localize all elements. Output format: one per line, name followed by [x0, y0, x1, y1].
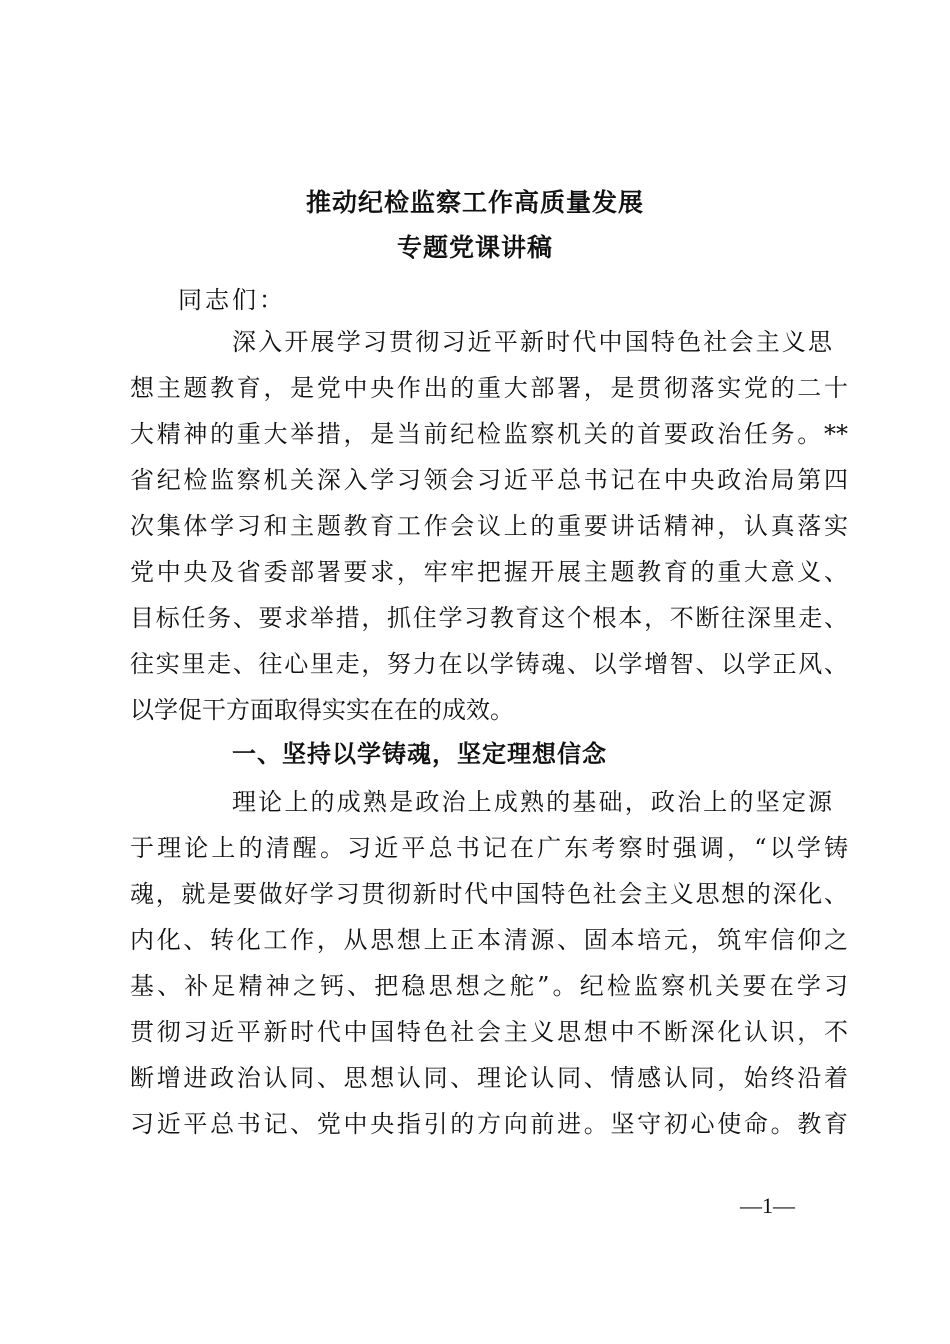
paragraph-line: 习近平总书记、党中央指引的方向前进。坚守初心使命。教育	[130, 1110, 848, 1138]
paragraph-line: 于理论上的清醒。习近平总书记在广东考察时强调，“以学铸	[130, 834, 848, 862]
paragraph-line: 基、补足精神之钙、把稳思想之舵”。纪检监察机关要在学习	[130, 972, 848, 1000]
paragraph-line: 往实里走、往心里走，努力在以学铸魂、以学增智、以学正风、	[130, 650, 848, 678]
paragraph-line: 省纪检监察机关深入学习领会习近平总书记在中央政治局第四	[130, 466, 848, 494]
paragraph-line: 内化、转化工作，从思想上正本清源、固本培元，筑牢信仰之	[130, 926, 848, 954]
paragraph-line: 党中央及省委部署要求，牢牢把握开展主题教育的重大意义、	[130, 558, 848, 586]
paragraph-line: 魂，就是要做好学习贯彻新时代中国特色社会主义思想的深化、	[130, 880, 848, 908]
document-subtitle: 专题党课讲稿	[396, 233, 553, 262]
page-number: —1—	[740, 1193, 795, 1218]
paragraph-line: 理论上的成熟是政治上成熟的基础，政治上的坚定源	[232, 788, 832, 816]
paragraph-line: 深入开展学习贯彻习近平新时代中国特色社会主义思	[232, 328, 832, 356]
paragraph-line: 断增进政治认同、思想认同、理论认同、情感认同，始终沿着	[130, 1064, 848, 1092]
paragraph-line: 贯彻习近平新时代中国特色社会主义思想中不断深化认识，不	[130, 1018, 848, 1046]
document-title: 推动纪检监察工作高质量发展	[305, 188, 644, 217]
paragraph-line: 想主题教育，是党中央作出的重大部署，是贯彻落实党的二十	[130, 374, 848, 402]
paragraph-line: 目标任务、要求举措，抓住学习教育这个根本，不断往深里走、	[130, 604, 848, 632]
section-heading: 一、坚持以学铸魂，坚定理想信念	[232, 740, 607, 768]
paragraph-line: 次集体学习和主题教育工作会议上的重要讲话精神，认真落实	[130, 512, 848, 540]
paragraph-line: 以学促干方面取得实实在在的成效。	[130, 696, 514, 724]
paragraph-line: 大精神的重大举措，是当前纪检监察机关的首要政治任务。**	[130, 420, 848, 448]
salutation: 同志们：	[178, 286, 286, 314]
